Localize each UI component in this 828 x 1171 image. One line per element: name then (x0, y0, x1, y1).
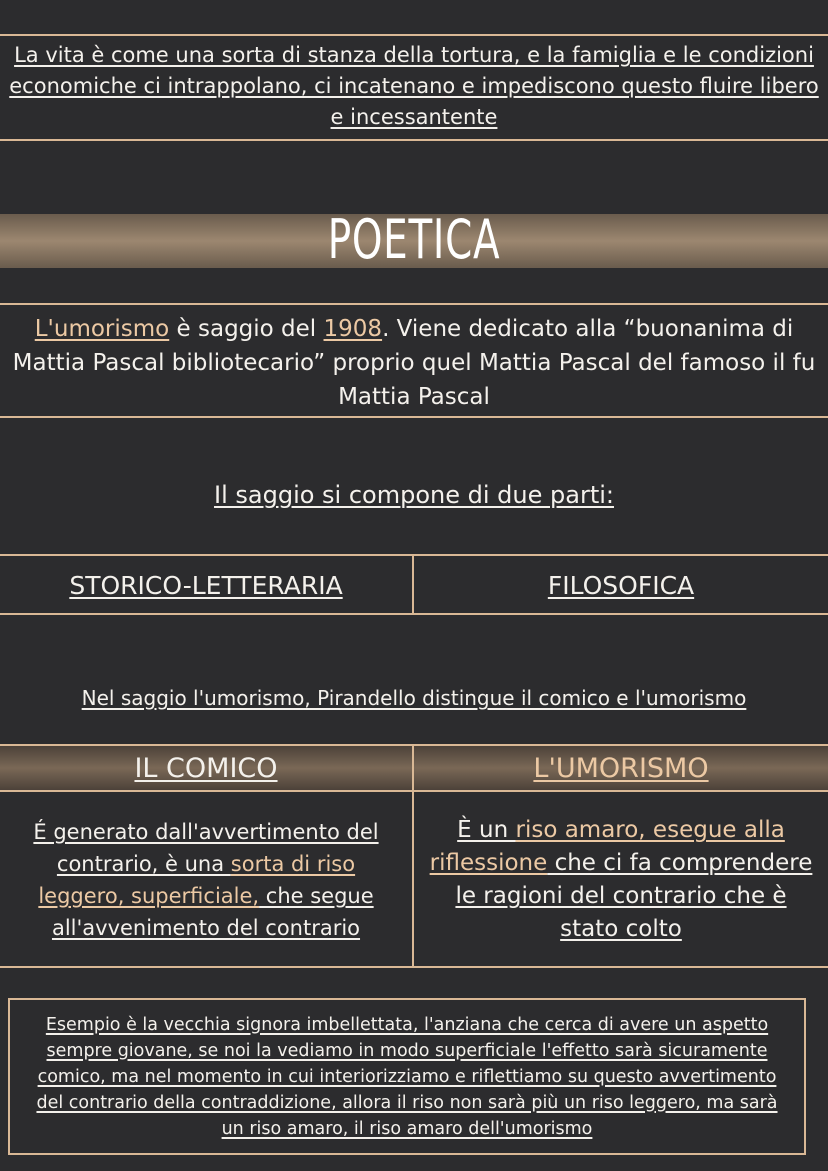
intro-paragraph (0, 40, 828, 133)
rule-parts-top (0, 554, 828, 556)
comico-text-b: che segue all'avvenimento del contrario (51, 884, 374, 940)
umorismo-text-accent: riso amaro, esegue alla riflessione (429, 817, 785, 876)
rule-parts-bottom (0, 613, 828, 615)
part-right (414, 557, 828, 613)
compare-divider (412, 746, 414, 966)
comico-header (0, 745, 412, 791)
rule-top-2 (0, 303, 828, 305)
essay-paragraph (0, 312, 828, 414)
umorismo-header (414, 745, 828, 791)
comico-description (14, 795, 398, 965)
example-box (8, 998, 806, 1155)
example-text: Esempio è la vecchia signora imbellettata, l'anziana che cerca di avere un aspetto sempre giovane, se noi la vediamo in modo superficiale l'effetto sarà sicuramente comico, ma nel momento in cui interiorizziamo e riflettiamo su questo avvertimento del contrario della contraddizione, allora il riso non sarà più un riso leggero, ma sarà un riso amaro, il riso amaro dell'umorismo (36, 1014, 778, 1139)
part-left-label: STORICO-LETTERARIA (69, 570, 343, 600)
parts-heading (0, 478, 828, 512)
umorismo-text-a: È un (457, 817, 516, 843)
umorismo-text-b: che ci fa comprendere le ragioni del contrario che è stato colto (455, 850, 813, 942)
distinction-line (0, 683, 828, 713)
intro-text: La vita è come una sorta di stanza della tortura, e la famiglia e le condizioni economiche ci intrappolano, ci incatenano e impediscono questo fluire libero e incessantente (9, 43, 819, 129)
rule-top-1 (0, 34, 828, 36)
page-title: POETICA (327, 208, 501, 271)
comico-text-accent: sorta di riso leggero, superficiale, (38, 852, 356, 908)
comico-text-a: É generato dall'avvertimento del contrario, è una (33, 820, 379, 876)
rule-bottom-1 (0, 139, 828, 141)
comico-header-label: IL COMICO (134, 752, 278, 784)
essay-title: L'umorismo (34, 316, 170, 342)
part-left (0, 557, 412, 613)
umorismo-description (428, 795, 814, 965)
essay-year: 1908 (323, 316, 383, 342)
distinction-text: Nel saggio l'umorismo, Pirandello distingue il comico e l'umorismo (81, 686, 747, 710)
parts-heading-text: Il saggio si compone di due parti: (214, 481, 614, 509)
rule-bottom-2 (0, 416, 828, 418)
essay-text-b: . Viene dedicato alla “buonanima di Mattia Pascal bibliotecario” proprio quel Mattia Pascal del famoso il fu Mattia Pascal (12, 316, 816, 410)
part-right-label: FILOSOFICA (547, 570, 695, 600)
rule-compare-mid (0, 790, 828, 792)
rule-compare-bottom (0, 966, 828, 968)
umorismo-header-label: L'UMORISMO (533, 752, 709, 784)
essay-text-a: è saggio del (169, 316, 324, 342)
